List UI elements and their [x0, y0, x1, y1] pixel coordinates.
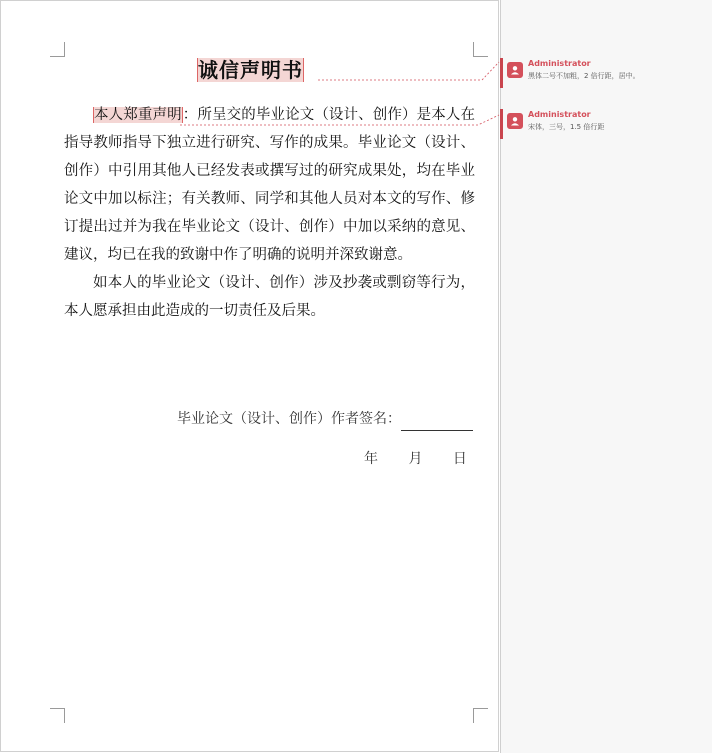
comment-text[interactable]: 宋体，三号，1.5 倍行距 [528, 123, 605, 131]
user-icon [507, 62, 523, 78]
document-title[interactable] [1, 56, 500, 84]
margin-corner-bottom-left [50, 708, 65, 723]
comment-author: Administrator [528, 59, 591, 68]
body-text[interactable] [64, 101, 475, 325]
title-comment-anchor[interactable]: 诚信声明书 [198, 58, 303, 82]
user-icon [507, 113, 523, 129]
signature-blank[interactable] [401, 414, 473, 431]
comment-card[interactable] [500, 58, 705, 88]
margin-corner-bottom-right [473, 708, 488, 723]
paragraph-declaration-text: ：所呈交的毕业论文（设计、创作）是本人在指导教师指导下独立进行研究、写作的成果。毕业论文（设计、创作）中引用其他人已经发表或撰写过的研究成果处，均在毕业论文中加以标注；有关教师、同学和其他人员对本文的写作、修订提出过并为我在毕业论文（设计、创作）中加以采纳的意见、建议，均已在我的致谢中作了明确的说明并深致谢意。 [64, 107, 476, 263]
comment-card[interactable] [500, 109, 705, 139]
margin-corner-top-right [473, 42, 488, 57]
comment-text[interactable]: 黑体二号不加粗，2 倍行距，居中。 [528, 72, 640, 80]
date-line[interactable]: 年 月 日 [364, 451, 467, 467]
margin-corner-top-left [50, 42, 65, 57]
comment-anchor-declaration[interactable]: 本人郑重声明 [94, 107, 182, 123]
paragraph-declaration[interactable] [64, 101, 475, 269]
signature-line[interactable] [177, 407, 473, 431]
paragraph-liability[interactable]: 如本人的毕业论文（设计、创作）涉及抄袭或剽窃等行为，本人愿承担由此造成的一切责任及后果。 [64, 275, 475, 319]
signature-label: 毕业论文（设计、创作）作者签名： [177, 411, 401, 427]
comment-author: Administrator [528, 110, 591, 119]
